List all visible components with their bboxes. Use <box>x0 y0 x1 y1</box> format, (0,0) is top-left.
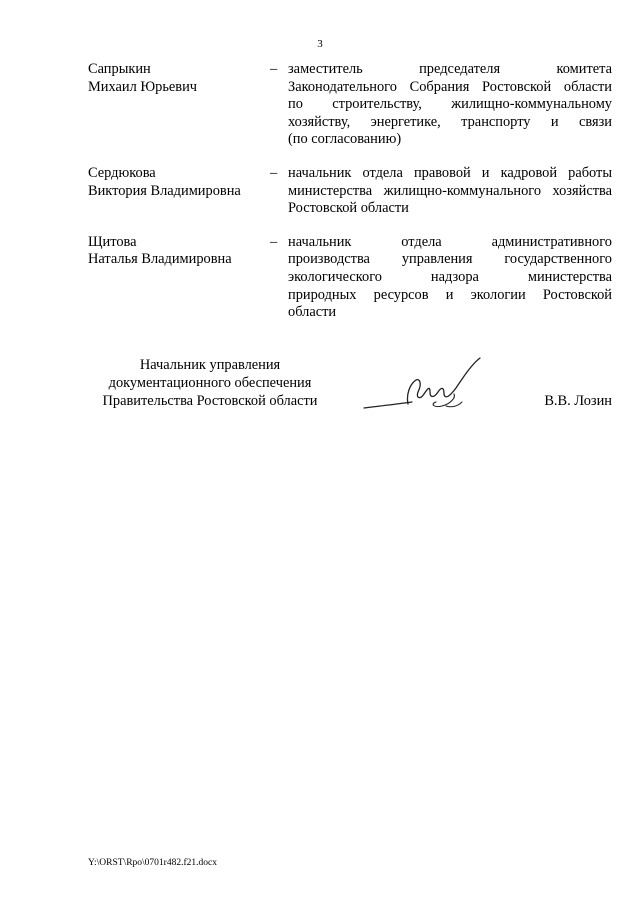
position-line: производства управления государственного <box>288 251 612 268</box>
members-list <box>88 61 612 338</box>
position-line: заместитель председателя комитета <box>288 61 612 77</box>
position-line: экологического надзора министерства <box>288 268 612 285</box>
member-position <box>288 61 612 149</box>
member-surname: Сердюкова <box>88 164 156 181</box>
page-number: 3 <box>317 38 323 50</box>
position-line: по строительству, жилищно-коммунальному <box>288 96 612 113</box>
position-line: (по согласованию) <box>288 131 402 148</box>
position-line: области <box>288 304 337 321</box>
position-line: министерства жилищно-коммунального хозяйства <box>288 182 612 199</box>
position-line: природных ресурсов и экологии Ростовской <box>288 286 612 303</box>
position-line: начальник отдела правовой и кадровой работы <box>288 164 612 181</box>
member-name <box>88 165 266 200</box>
member-given-names: Виктория Владимировна <box>88 182 241 199</box>
member-dash: – <box>270 61 278 77</box>
signer-title <box>88 356 332 410</box>
member-row <box>88 165 612 218</box>
member-dash: – <box>270 233 278 250</box>
member-name <box>88 61 266 96</box>
member-row <box>88 234 612 322</box>
signature-block <box>88 356 612 416</box>
member-given-names: Наталья Владимировна <box>88 251 232 268</box>
file-path: Y:\ORST\Rpo\0701r482.f21.docx <box>88 858 217 868</box>
member-dash: – <box>270 164 278 181</box>
signer-name: В.В. Лозин <box>544 393 612 409</box>
member-position <box>288 234 612 322</box>
member-given-names: Михаил Юрьевич <box>88 78 198 95</box>
member-row <box>88 61 612 149</box>
signer-title-line: Правительства Ростовской области <box>102 393 318 409</box>
position-line: Законодательного Собрания Ростовской области <box>288 78 612 95</box>
member-name <box>88 234 266 269</box>
position-line: начальник отдела административного <box>288 233 612 250</box>
signer-title-line: документационного обеспечения <box>108 375 312 391</box>
position-line: Ростовской области <box>288 200 409 217</box>
member-surname: Сапрыкин <box>88 61 151 77</box>
member-position <box>288 165 612 218</box>
member-surname: Щитова <box>88 233 137 250</box>
signer-title-line: Начальник управления <box>139 357 281 373</box>
handwritten-signature <box>350 354 510 418</box>
position-line: хозяйству, энергетике, транспорту и связи <box>288 113 612 130</box>
